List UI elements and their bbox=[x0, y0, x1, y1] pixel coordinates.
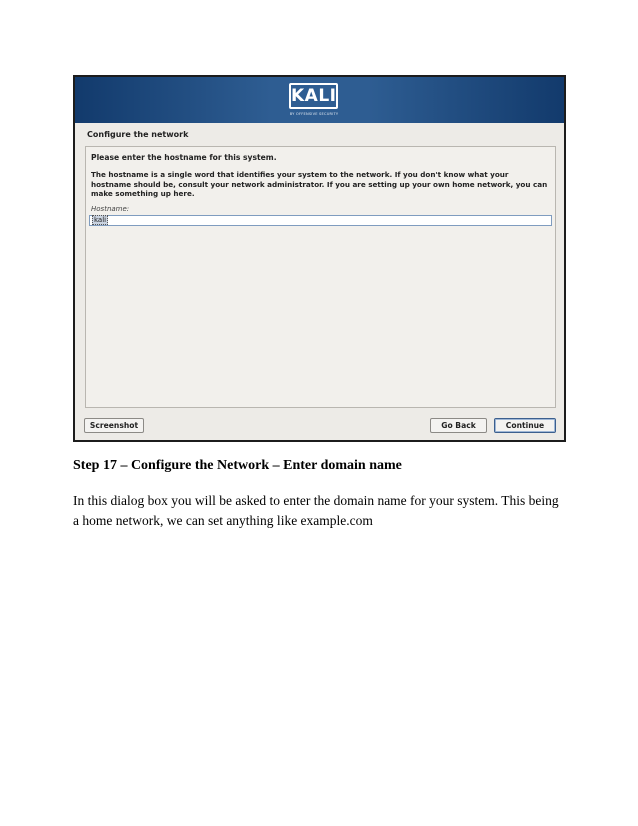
hostname-description: The hostname is a single word that identifies your system to the network. If you don't know what your hostname should be, consult your network administrator. If you are setting up your own home network, you can make something up here. bbox=[91, 170, 548, 198]
installer-window bbox=[75, 77, 564, 440]
kali-banner bbox=[75, 77, 564, 123]
screenshot-button[interactable]: Screenshot bbox=[84, 418, 144, 433]
go-back-button[interactable]: Go Back bbox=[430, 418, 487, 433]
kali-logo: KALI bbox=[289, 83, 338, 109]
step-heading: Step 17 – Configure the Network – Enter domain name bbox=[73, 458, 402, 473]
installer-screenshot bbox=[73, 75, 566, 442]
hostname-prompt: Please enter the hostname for this system. bbox=[91, 153, 277, 162]
kali-logo-subtitle: BY OFFENSIVE SECURITY bbox=[289, 112, 339, 116]
section-title: Configure the network bbox=[87, 130, 189, 139]
hostname-input[interactable] bbox=[89, 215, 552, 226]
hostname-label: Hostname: bbox=[91, 205, 130, 213]
continue-button[interactable]: Continue bbox=[494, 418, 556, 433]
hostname-panel bbox=[85, 146, 556, 408]
hostname-value: kali bbox=[94, 216, 107, 224]
step-description: In this dialog box you will be asked to enter the domain name for your system. This being a home network, we can set anything like example.com bbox=[73, 493, 559, 528]
